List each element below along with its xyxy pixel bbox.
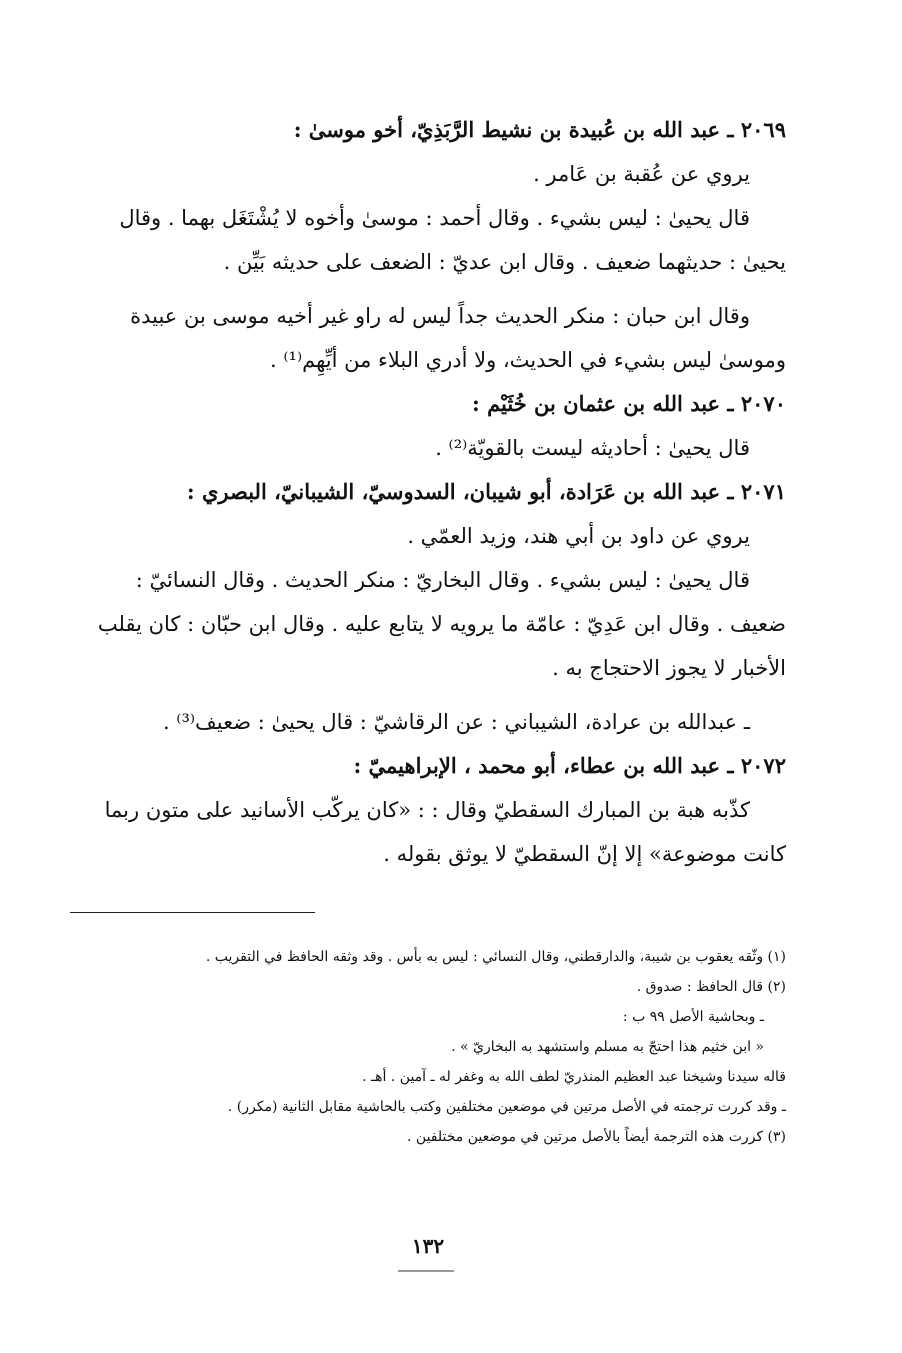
body-line: وقال ابن حبان : منكر الحديث جداً ليس له راو غير أخيه موسى بن عبيدة: [130, 304, 750, 328]
body-line: كانت موضوعة» إلا إنّ السقطيّ لا يوثق بقوله .: [383, 842, 786, 866]
entry-heading-2070: ٢٠٧٠ ـ عبد الله بن عثمان بن خُثَيْم :: [472, 391, 786, 416]
body-line: يروي عن عُقبة بن عَامر .: [533, 162, 750, 186]
entry-heading-2069: ٢٠٦٩ ـ عبد الله بن عُبيدة بن نشيط الرَّبَذِيّ، أخو موسىٰ :: [293, 117, 786, 142]
body-line: قال يحيىٰ : ليس بشيء . وقال البخاريّ : منكر الحديث . وقال النسائيّ :: [135, 568, 750, 592]
footnote-separator: [70, 912, 315, 913]
footnote-3: (٣) كررت هذه الترجمة أيضاً بالأصل مرتين في موضعين مختلفين .: [407, 1129, 786, 1145]
footnote-2-attribution: قاله سيدنا وشيخنا عبد العظيم المنذريّ لطف الله به وغفر له ـ آمين . أهـ .: [362, 1069, 786, 1085]
footnote-1: (١) وثّقه يعقوب بن شيبة، والدارقطني، وقال النسائي : ليس به بأس . وقد وثقه الحافظ في التقريب .: [205, 949, 786, 965]
body-line: قال يحيىٰ : أحاديثه ليست بالقويّة⁽²⁾ .: [435, 436, 750, 460]
book-page: [70, 108, 786, 1258]
footnote-2: (٢) قال الحافظ : صدوق .: [636, 979, 786, 995]
body-line: ـ عبدالله بن عرادة، الشيباني : عن الرقاشيّ : قال يحيىٰ : ضعيف⁽³⁾ .: [162, 710, 750, 734]
entry-heading-2072: ٢٠٧٢ ـ عبد الله بن عطاء، أبو محمد ، الإبراهيميّ :: [353, 753, 786, 778]
footnote-2-note: ـ وبحاشية الأصل ٩٩ ب :: [622, 1009, 764, 1025]
footnote-2-quote: « ابن خثيم هذا احتجّ به مسلم واستشهد به البخاريّ » .: [451, 1039, 764, 1055]
page-number: ١٣٢: [411, 1234, 445, 1258]
body-line: ضعيف . وقال ابن عَدِيّ : عامّة ما يرويه لا يتابع عليه . وقال ابن حبّان : كان يقلب: [97, 612, 786, 636]
scan-mark: [398, 1270, 454, 1272]
body-line: كذّبه هبة بن المبارك السقطيّ وقال : : «كان يركّب الأسانيد على متون ربما: [104, 798, 750, 822]
footnotes: [70, 942, 786, 1152]
body-line: يروي عن داود بن أبي هند، وزيد العمّي .: [407, 524, 750, 548]
body-line: يحيىٰ : حديثهما ضعيف . وقال ابن عديّ : الضعف على حديثه بَيِّن .: [223, 250, 786, 274]
footnote-2-remark: ـ وقد كررت ترجمته في الأصل مرتين في موضعين مختلفين وكتب بالحاشية مقابل الثانية (مكرر) .: [227, 1099, 786, 1115]
body-line: قال يحيىٰ : ليس بشيء . وقال أحمد : موسىٰ وأخوه لا يُشْتَغَل بهما . وقال: [119, 206, 750, 230]
body-line: الأخبار لا يجوز الاحتجاج به .: [552, 656, 786, 680]
entry-heading-2071: ٢٠٧١ ـ عبد الله بن عَرَادة، أبو شيبان، السدوسيّ، الشيبانيّ، البصري :: [186, 479, 786, 504]
body-line: وموسىٰ ليس بشيء في الحديث، ولا أدري البلاء من أيِّهِم⁽¹⁾ .: [270, 348, 786, 372]
